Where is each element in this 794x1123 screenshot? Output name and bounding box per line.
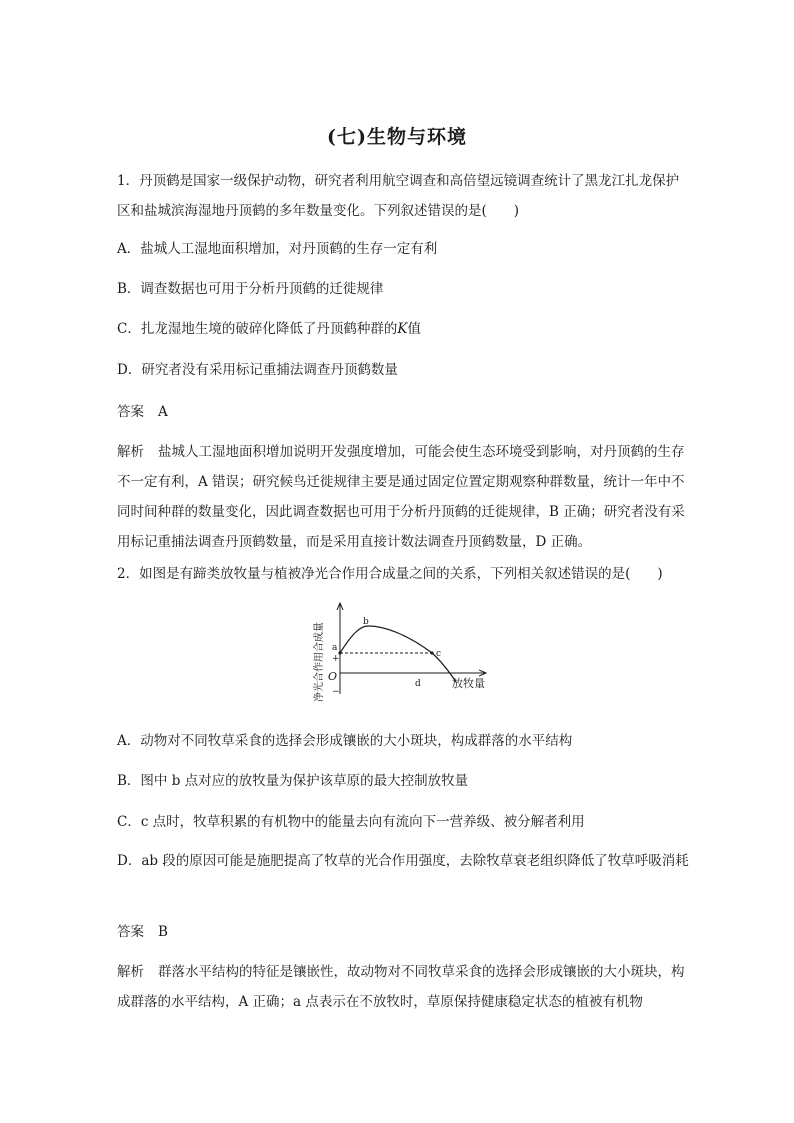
q2-option-d: D．ab 段的原因可能是施肥提高了牧草的光合作用强度，去除牧草衰老组织降低了牧草呼吸消耗 (117, 853, 689, 869)
q2-analysis-text: 群落水平结构的特征是镶嵌性，故动物对不同牧草采食的选择会形成镶嵌的大小斑块，构成群落的水平结构，A 正确；a 点表示在不放牧时，草原保持健康稳定状态的植被有机物 (117, 964, 685, 1010)
q1-option-b: B．调查数据也可用于分析丹顶鹤的迁徙规律 (117, 281, 384, 297)
y-axis-label: 净光合作用合成量 (314, 622, 325, 702)
q1-analysis (117, 437, 689, 557)
plus-sign: + (332, 654, 340, 664)
q1-stem: 1．丹顶鹤是国家一级保护动物，研究者利用航空调查和高倍望远镜调查统计了黑龙江扎龙保护区和盐城滨海湿地丹顶鹤的多年数量变化。下列叙述错误的是( ) (117, 173, 680, 219)
figure-svg (300, 598, 500, 710)
q1-option-a: A．盐城人工湿地面积增加，对丹顶鹤的生存一定有利 (117, 241, 438, 257)
point-c-dot (430, 651, 433, 654)
q2-option-b: B．图中 b 点对应的放牧量为保护该草原的最大控制放牧量 (117, 773, 469, 789)
q1-option-d: D．研究者没有采用标记重捕法调查丹顶鹤数量 (117, 362, 398, 378)
q2-stem: 2．如图是有蹄类放牧量与植被净光合作用合成量之间的关系，下列相关叙述错误的是( ) (117, 566, 663, 582)
x-axis-label: 放牧量 (452, 677, 485, 690)
origin-label: O (328, 670, 338, 683)
minus-sign: − (332, 687, 340, 697)
q1-answer-label: 答案 (117, 404, 144, 420)
q1-analysis-label: 解析 (117, 444, 144, 460)
grazing-photosynthesis-figure (300, 598, 500, 710)
q1-option-c-end: 值 (407, 321, 421, 337)
q1-option-c-k: K (397, 321, 408, 337)
q2-analysis-label: 解析 (117, 964, 144, 980)
point-b-label: b (363, 617, 369, 627)
q1-option-c (117, 319, 697, 339)
q2-answer (117, 922, 697, 942)
q1-option-c-text: C．扎龙湿地生境的破碎化降低了丹顶鹤种群的 (117, 321, 398, 337)
point-c-label: c (436, 649, 442, 659)
q2-option-c: C．c 点时，牧草积累的有机物中的能量去向有流向下一营养级、被分解者利用 (117, 814, 585, 830)
q2-analysis (117, 957, 689, 1017)
q1-answer-value: A (158, 404, 168, 420)
q2-answer-value: B (158, 924, 168, 940)
point-d-label: d (415, 679, 421, 689)
page-title: (七)生物与环境 (327, 126, 467, 148)
point-a-label: a (332, 643, 338, 653)
q1-analysis-text: 盐城人工湿地面积增加说明开发强度增加，可能会使生态环境受到影响，对丹顶鹤的生存不一定有利，A 错误；研究候鸟迁徙规律主要是通过固定位置定期观察种群数量，统计一年中不同时间种群的数量变化，因此调查数据也可用于分析丹顶鹤的迁徙规律，B 正确；研究者没有采用标记重捕法调查丹顶鹤数量，而是采用直接计数法调查丹顶鹤数量，D 正确。 (117, 444, 685, 550)
q2-option-a: A．动物对不同牧草采食的选择会形成镶嵌的大小斑块，构成群落的水平结构 (117, 733, 573, 749)
q1-answer (117, 402, 697, 422)
q2-answer-label: 答案 (117, 924, 144, 940)
